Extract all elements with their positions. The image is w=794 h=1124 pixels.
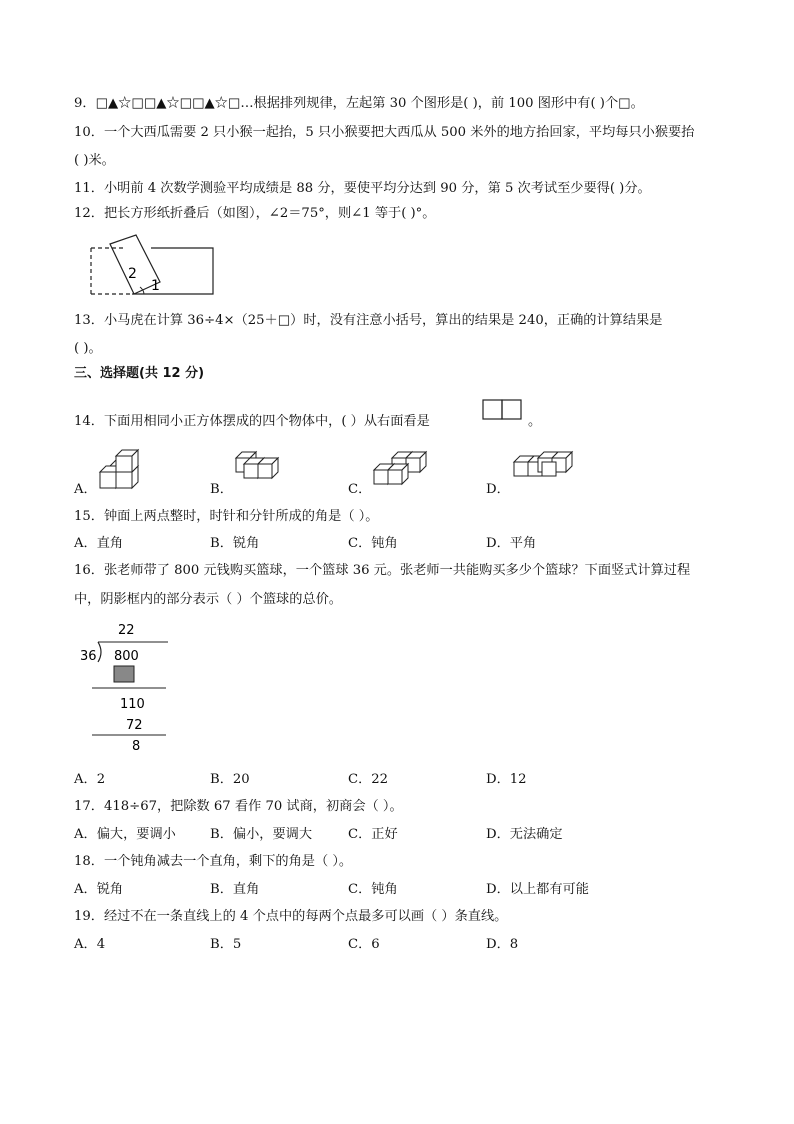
division-divisor: 36	[80, 649, 97, 664]
q15-option-c: C．钝角	[348, 536, 398, 551]
q15-text: 15．钟面上两点整时，时针和分针所成的角是（ ）。	[74, 509, 379, 524]
q13-text-line2: ( )。	[74, 341, 102, 356]
q14-option-c-cubes	[370, 450, 432, 490]
q17-option-b: B．偏小，要调大	[210, 827, 313, 842]
q17-text: 17．418÷67，把除数 67 看作 70 试商，初商会（ ）。	[74, 799, 403, 814]
q19-option-c: C．6	[348, 937, 380, 952]
q15-option-d: D．平角	[486, 536, 537, 551]
q14-option-b-label: B．	[210, 482, 233, 497]
q15-option-a: A．直角	[74, 536, 124, 551]
q17-option-c: C．正好	[348, 827, 398, 842]
q16-text-line1: 16．张老师带了 800 元钱购买篮球，一个篮球 36 元。张老师一共能购买多少个篮球？下面竖式计算过程	[74, 563, 691, 578]
q14-option-d-cubes	[510, 450, 582, 484]
division-quotient: 22	[118, 623, 135, 638]
q10-text-line2: ( )米。	[74, 153, 115, 168]
division-subtract2: 72	[126, 718, 143, 733]
division-dividend: 800	[114, 649, 139, 664]
q16-long-division	[78, 616, 178, 756]
q16-text-line2: 中，阴影框内的部分表示（ ）个篮球的总价。	[74, 592, 342, 607]
q14-option-a-label: A．	[74, 482, 97, 497]
q16-option-d: D．12	[486, 772, 527, 787]
q13-text-line1: 13．小马虎在计算 36÷4×（25＋□）时，没有注意小括号，算出的结果是 240，正确的计算结果是	[74, 313, 663, 328]
q14-option-c-label: C．	[348, 482, 372, 497]
q10-text-line1: 10．一个大西瓜需要 2 只小猴一起抬，5 只小猴要把大西瓜从 500 米外的地方抬回家，平均每只小猴要抬	[74, 125, 695, 140]
q16-option-c: C．22	[348, 772, 389, 787]
q19-option-a: A．4	[74, 937, 106, 952]
angle-1-label: 1	[151, 278, 160, 294]
q14-option-d-label: D．	[486, 482, 510, 497]
rect-outline	[132, 248, 213, 294]
q14-period: 。	[528, 414, 542, 429]
shaded-box	[114, 666, 134, 682]
q19-option-b: B．5	[210, 937, 242, 952]
angle-2-label: 2	[128, 266, 137, 282]
q14-text: 14．下面用相同小正方体摆成的四个物体中，( ）从右面看是	[74, 414, 430, 429]
q18-text: 18．一个钝角减去一个直角，剩下的角是（ ）。	[74, 854, 353, 869]
division-remainder: 8	[132, 739, 141, 754]
q19-text: 19．经过不在一条直线上的 4 个点中的每两个点最多可以画（ ）条直线。	[74, 909, 508, 924]
q18-option-c: C．钝角	[348, 882, 398, 897]
q18-option-a: A．锐角	[74, 882, 124, 897]
q11-text: 11．小明前 4 次数学测验平均成绩是 88 分，要使平均分达到 90 分，第 5 次考试至少要得( )分。	[74, 181, 651, 196]
q16-option-b: B．20	[210, 772, 250, 787]
section3-heading: 三、选择题(共 12 分)	[74, 366, 205, 381]
q12-text: 12．把长方形纸折叠后（如图），∠2＝75°，则∠1 等于( )°。	[74, 206, 436, 221]
q14-option-b-cubes	[232, 446, 282, 486]
q12-folded-paper-figure	[88, 232, 218, 298]
q14-option-a-cubes	[96, 442, 148, 492]
q16-option-a: A．2	[74, 772, 106, 787]
q15-option-b: B．锐角	[210, 536, 260, 551]
q19-option-d: D．8	[486, 937, 519, 952]
division-step1: 110	[120, 697, 145, 712]
q18-option-d: D．以上都有可能	[486, 882, 589, 897]
q9-text: 9．□▲☆□□▲☆□□▲☆□…根据排列规律，左起第 30 个图形是( )，前 100 图形中有( )个□。	[74, 96, 644, 111]
q17-option-d: D．无法确定	[486, 827, 563, 842]
q18-option-b: B．直角	[210, 882, 260, 897]
q14-right-view-icon	[482, 399, 524, 423]
q17-option-a: A．偏大，要调小	[74, 827, 176, 842]
